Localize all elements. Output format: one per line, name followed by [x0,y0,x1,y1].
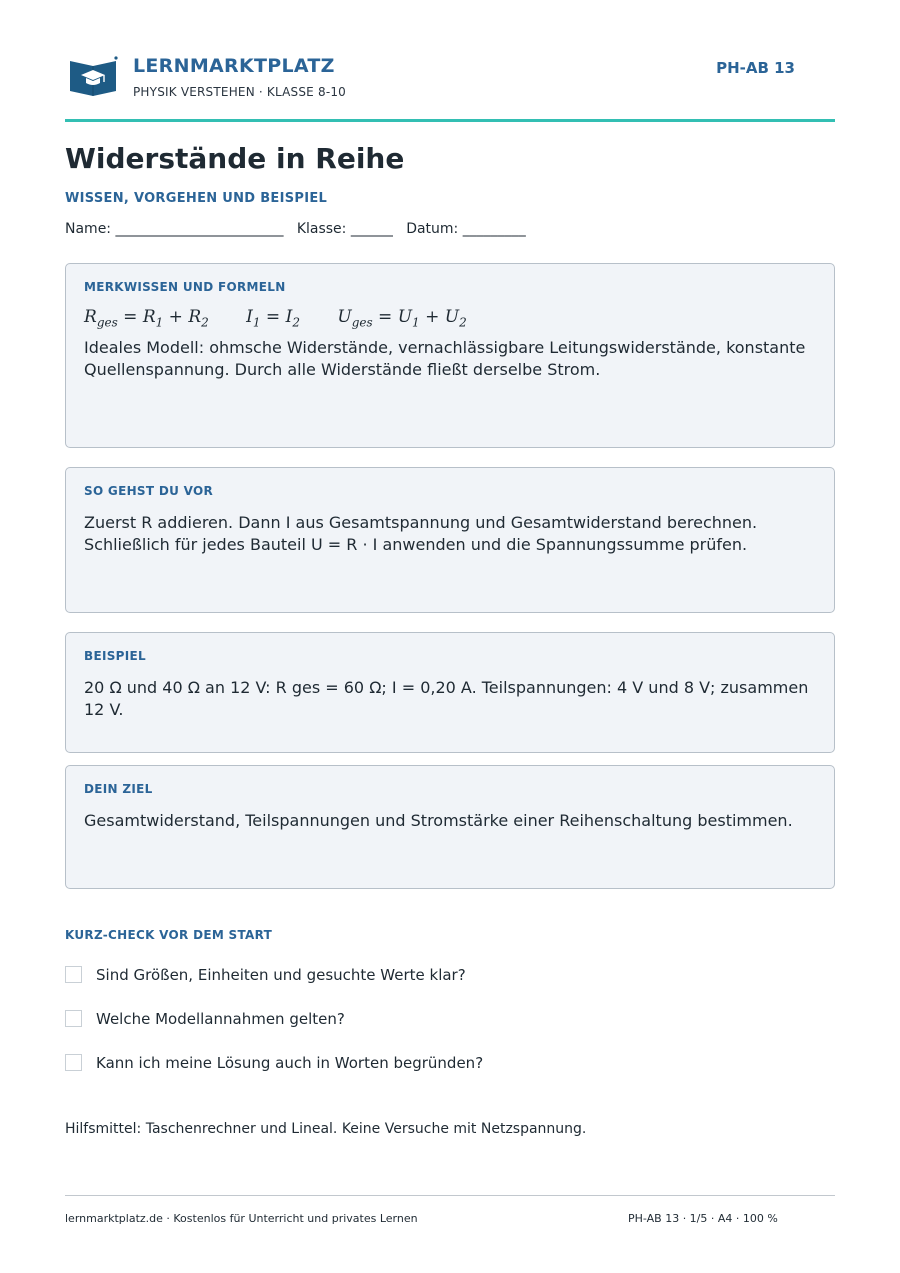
check-item [65,966,466,984]
tools-note: Hilfsmittel: Taschenrechner und Lineal. Keine Versuche mit Netzspannung. [65,1121,587,1137]
formula-total-resistance: $R_{ges} = R_1 + R_2$ [84,307,209,330]
document-code: PH-AB 13 [716,59,795,77]
procedure-card-text: Zuerst R addieren. Dann I aus Gesamtspannung und Gesamtwiderstand berechnen. Schließlich für jedes Bauteil U = R · I anwenden und die Spannungssumme prüfen. [84,513,758,554]
goal-card-label: DEIN ZIEL [84,782,153,796]
footer-page-info: PH-AB 13 · 1/5 · A4 · 100 % [628,1212,778,1225]
goal-card [65,765,835,889]
brand-name: LERNMARKTPLATZ [133,55,335,77]
name-class-date-line: Name: ________________________ Klasse: ______ Datum: _________ [65,221,526,237]
brand-subtitle: PHYSIK VERSTEHEN · KLASSE 8-10 [133,85,347,99]
example-card [65,632,835,753]
check-checkbox[interactable] [65,1054,82,1071]
check-checkbox[interactable] [65,966,82,983]
footer-divider [65,1195,835,1196]
check-item-label: Sind Größen, Einheiten und gesuchte Werte klar? [96,966,466,984]
procedure-card [65,467,835,613]
formula-card-text: Ideales Modell: ohmsche Widerstände, vernachlässigbare Leitungswiderstände, konstante Quellenspannung. Durch alle Widerstände fließt derselbe Strom. [84,338,806,380]
footer-website: lernmarktplatz.de · Kostenlos für Unterricht und privates Lernen [65,1212,418,1225]
procedure-card-label: SO GEHST DU VOR [84,484,214,498]
page-subtitle: WISSEN, VORGEHEN UND BEISPIEL [65,191,328,206]
check-item [65,1010,345,1028]
check-item-label: Welche Modellannahmen gelten? [96,1010,345,1028]
example-card-label: BEISPIEL [84,649,146,663]
graduation-book-icon [68,55,118,97]
formula-row [84,307,816,329]
goal-card-text: Gesamtwiderstand, Teilspannungen und Stromstärke einer Reihenschaltung bestimmen. [84,811,793,830]
check-item [65,1054,483,1072]
formula-card-label: MERKWISSEN UND FORMELN [84,280,286,294]
header-divider [65,119,835,122]
page-title: Widerstände in Reihe [65,142,405,175]
formula-total-voltage: $U_{ges} = U_1 + U_2$ [337,307,467,330]
formula-card [65,263,835,448]
example-card-text: 20 Ω und 40 Ω an 12 V: R ges = 60 Ω; I = 0,20 A. Teilspannungen: 4 V und 8 V; zusammen 12 V. [84,678,809,719]
check-title: KURZ-CHECK VOR DEM START [65,928,273,942]
check-checkbox[interactable] [65,1010,82,1027]
formula-current: $I_1 = I_2$ [246,307,300,330]
page-header [65,50,835,120]
check-item-label: Kann ich meine Lösung auch in Worten begründen? [96,1054,484,1072]
